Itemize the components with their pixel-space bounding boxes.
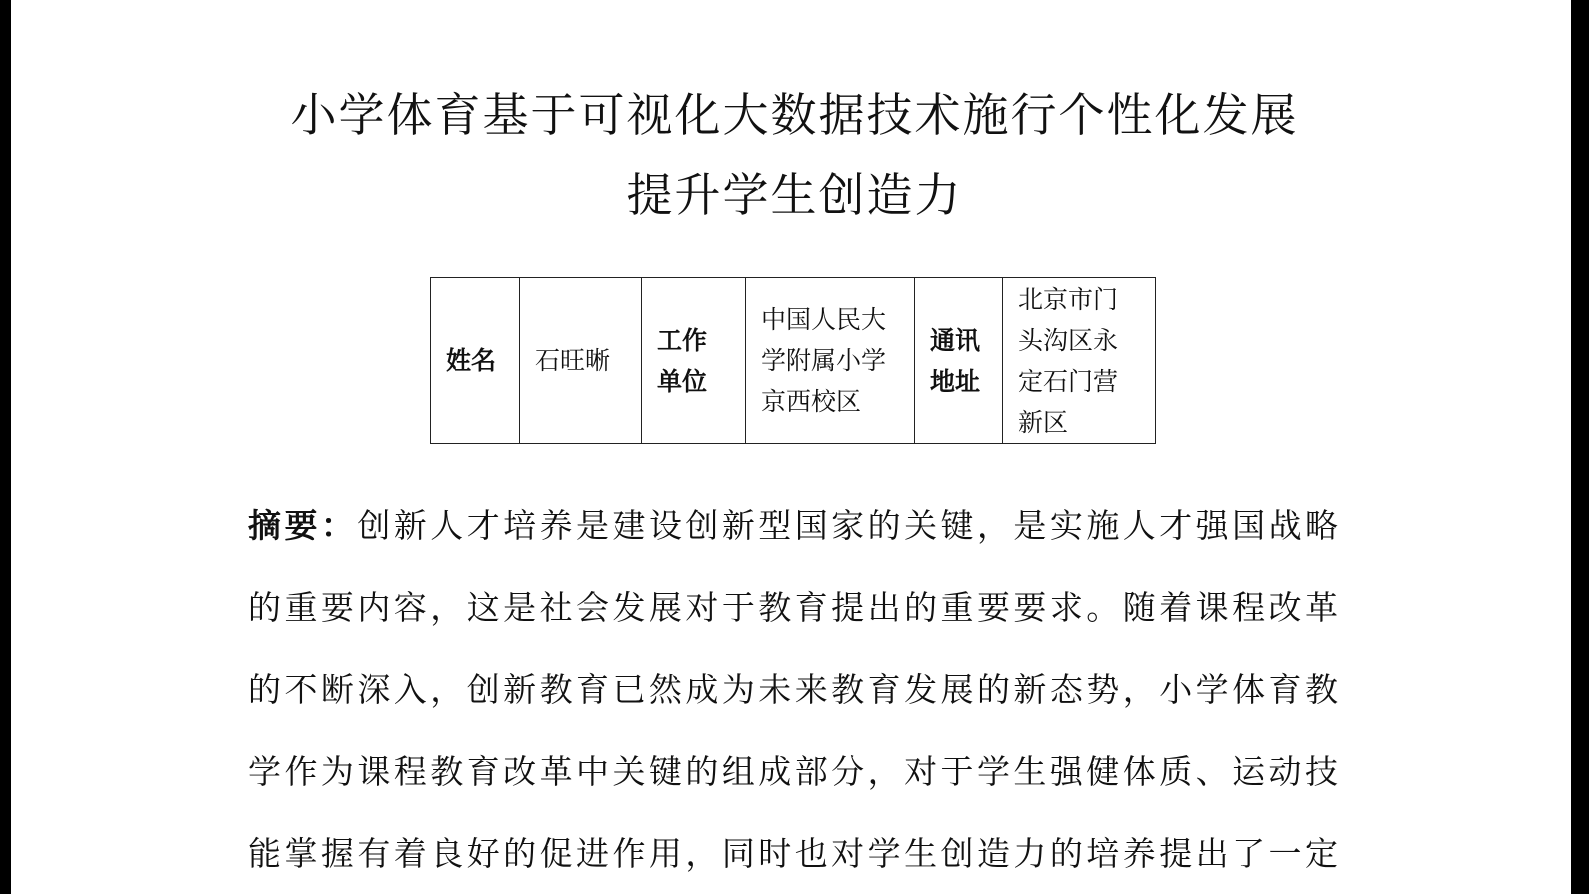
abstract-line-5: 能掌握有着良好的促进作用，同时也对学生创造力的培养提出了一定 bbox=[248, 834, 1338, 873]
abstract-line-1 bbox=[248, 506, 1338, 546]
address-label-cell bbox=[915, 278, 1003, 444]
author-info-row bbox=[431, 278, 1156, 444]
work-unit-value: 中国人民大 学附属小学 京西校区 bbox=[761, 305, 887, 416]
document-title-line-1: 小学体育基于可视化大数据技术施行个性化发展 bbox=[290, 88, 1299, 142]
abstract-line-4: 学作为课程教育改革中关键的组成部分，对于学生强健体质、运动技 bbox=[248, 752, 1338, 791]
name-value-cell bbox=[520, 278, 642, 444]
author-info-table bbox=[430, 277, 1156, 444]
work-unit-label: 工作 单位 bbox=[657, 325, 708, 396]
abstract-text-1: 创新人才培养是建设创新型国家的关键，是实施人才强国战略 bbox=[357, 506, 1339, 545]
name-label-cell bbox=[431, 278, 520, 444]
unit-value-cell bbox=[746, 278, 915, 444]
document-title-line-2: 提升学生创造力 bbox=[626, 168, 963, 222]
unit-label-cell bbox=[642, 278, 746, 444]
abstract-line-2: 的重要内容，这是社会发展对于教育提出的重要要求。随着课程改革 bbox=[248, 588, 1338, 627]
abstract-label: 摘要： bbox=[248, 506, 358, 545]
address-value: 北京市门 头沟区永 定石门营 新区 bbox=[1018, 284, 1119, 437]
address-label: 通讯 地址 bbox=[930, 325, 981, 396]
address-value-cell bbox=[1003, 278, 1156, 444]
name-value: 石旺晰 bbox=[535, 346, 611, 375]
abstract-line-3: 的不断深入，创新教育已然成为未来教育发展的新态势，小学体育教 bbox=[248, 670, 1338, 709]
name-label: 姓名 bbox=[446, 346, 497, 375]
